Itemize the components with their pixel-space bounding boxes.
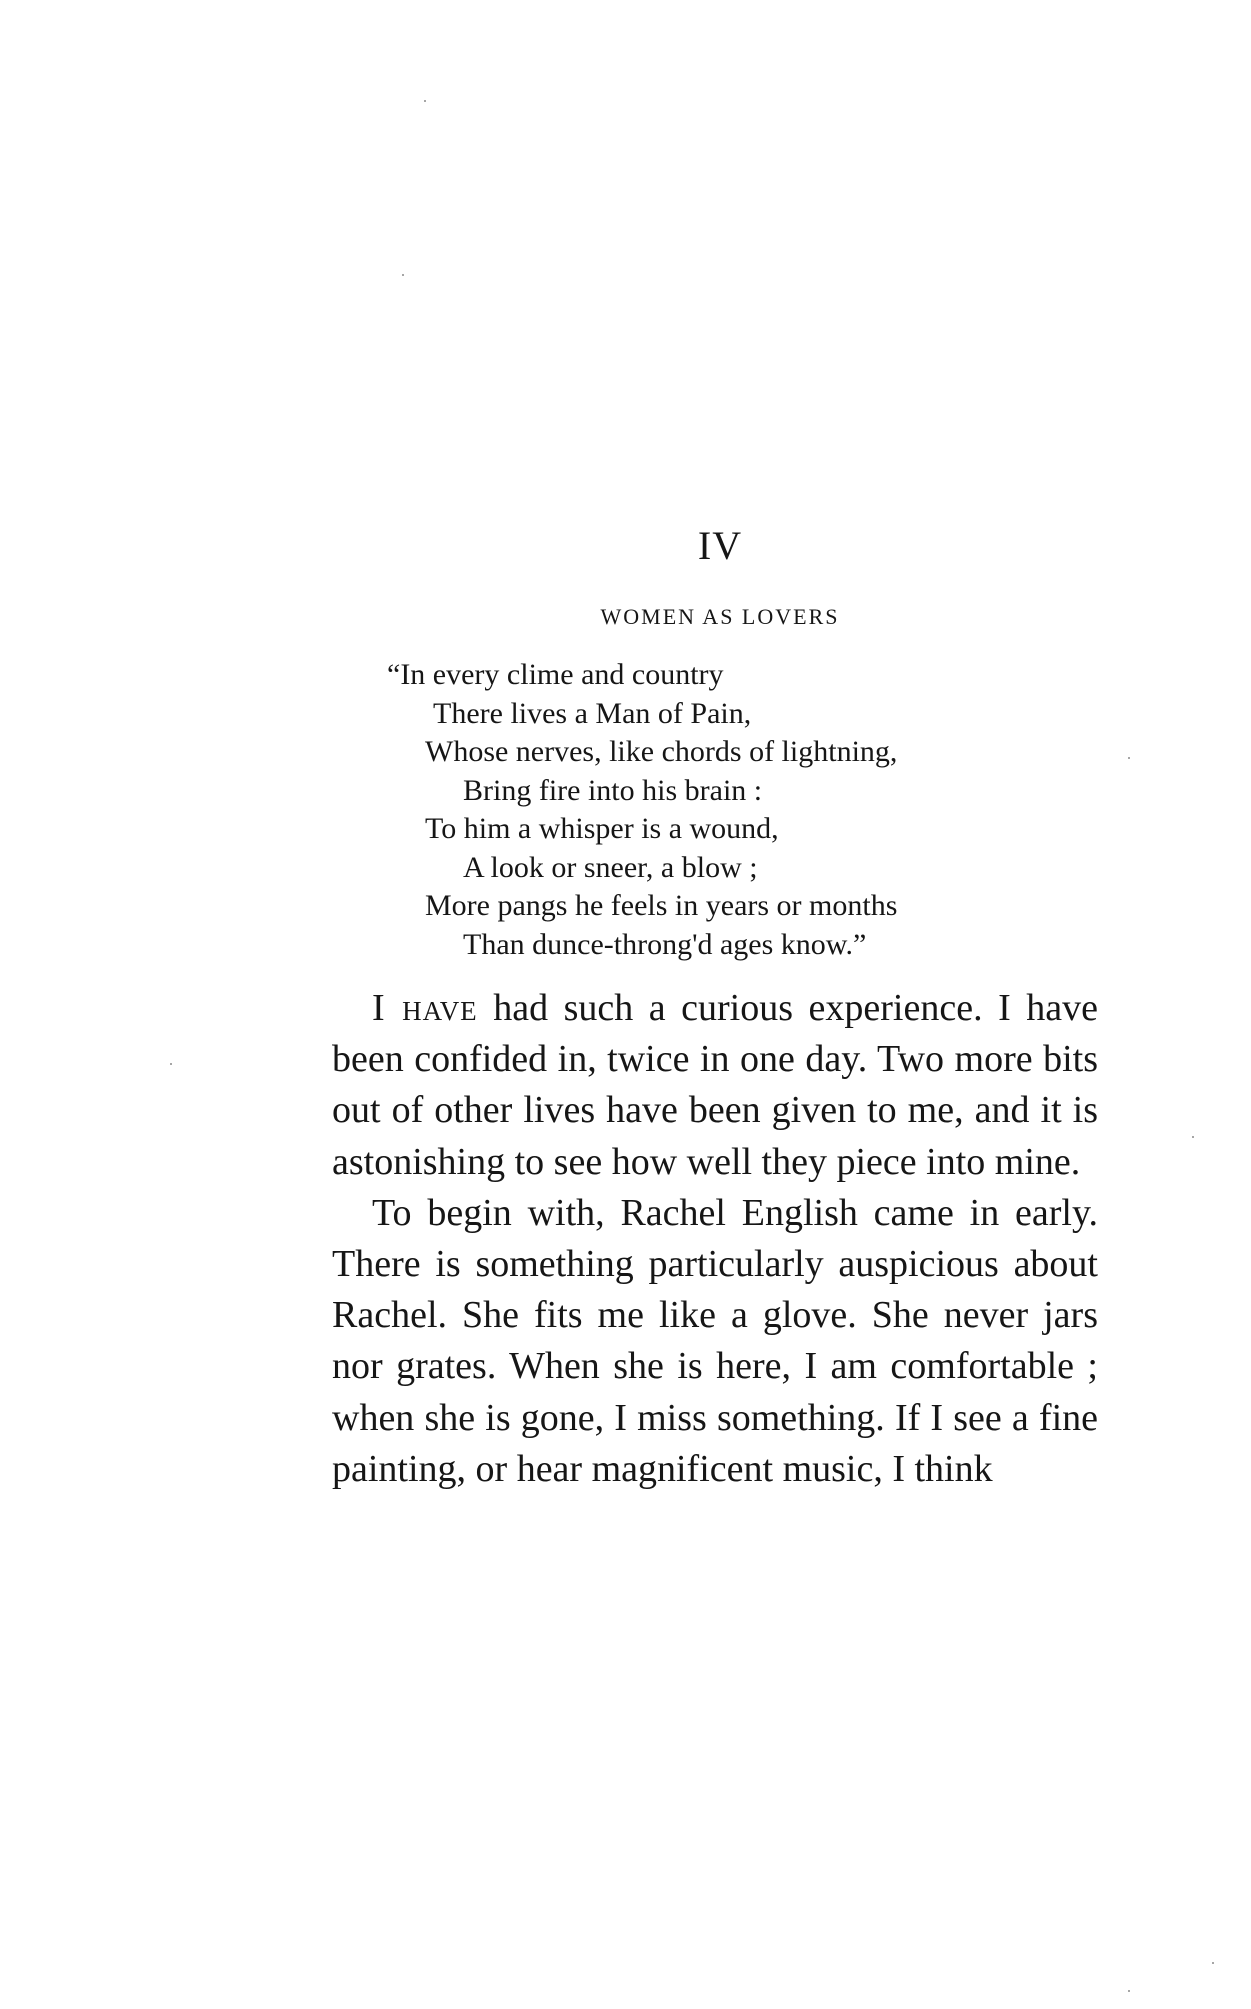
epigraph-line: There lives a Man of Pain, <box>433 696 752 730</box>
epigraph-line: Than dunce-throng'd ages know.” <box>463 927 867 961</box>
epigraph-line: To him a whisper is a wound, <box>425 812 779 845</box>
chapter-number: IV <box>697 523 743 568</box>
paragraph-lead-words: I have <box>372 987 478 1029</box>
paragraph: To begin with, Rachel English came in early. There is something particularly auspicious about Rachel. She fits me like a glove. She never jars nor grates. When she is here, I am comfortable ; when she is gone, I miss something. If I see a fine painting, or hear magnificent music, I think <box>332 1191 1098 1490</box>
scan-speck <box>424 100 426 102</box>
epigraph-line: More pangs he feels in years or months <box>425 889 898 922</box>
scan-speck <box>1128 1990 1130 1992</box>
scan-speck <box>402 274 404 276</box>
paragraph-text: had such a curious experience. I have been confided in, twice in one day. Two more bits out of other lives have been given to me, and it is astonishing to see how well they piece into mine. <box>332 987 1098 1183</box>
scan-speck <box>1192 1136 1194 1138</box>
epigraph-line: Bring fire into his brain : <box>463 773 763 807</box>
body-text <box>332 983 1098 1495</box>
chapter-title: WOMEN AS LOVERS <box>600 604 840 629</box>
scan-speck <box>1212 1962 1214 1964</box>
epigraph-line: A look or sneer, a blow ; <box>463 850 758 884</box>
scan-speck <box>170 1063 172 1065</box>
paragraph <box>332 983 1098 1188</box>
epigraph-poem <box>387 656 1095 964</box>
epigraph-line: “In every clime and country <box>387 658 724 691</box>
epigraph-line: Whose nerves, like chords of lightning, <box>425 735 898 768</box>
scan-speck <box>1128 757 1130 759</box>
